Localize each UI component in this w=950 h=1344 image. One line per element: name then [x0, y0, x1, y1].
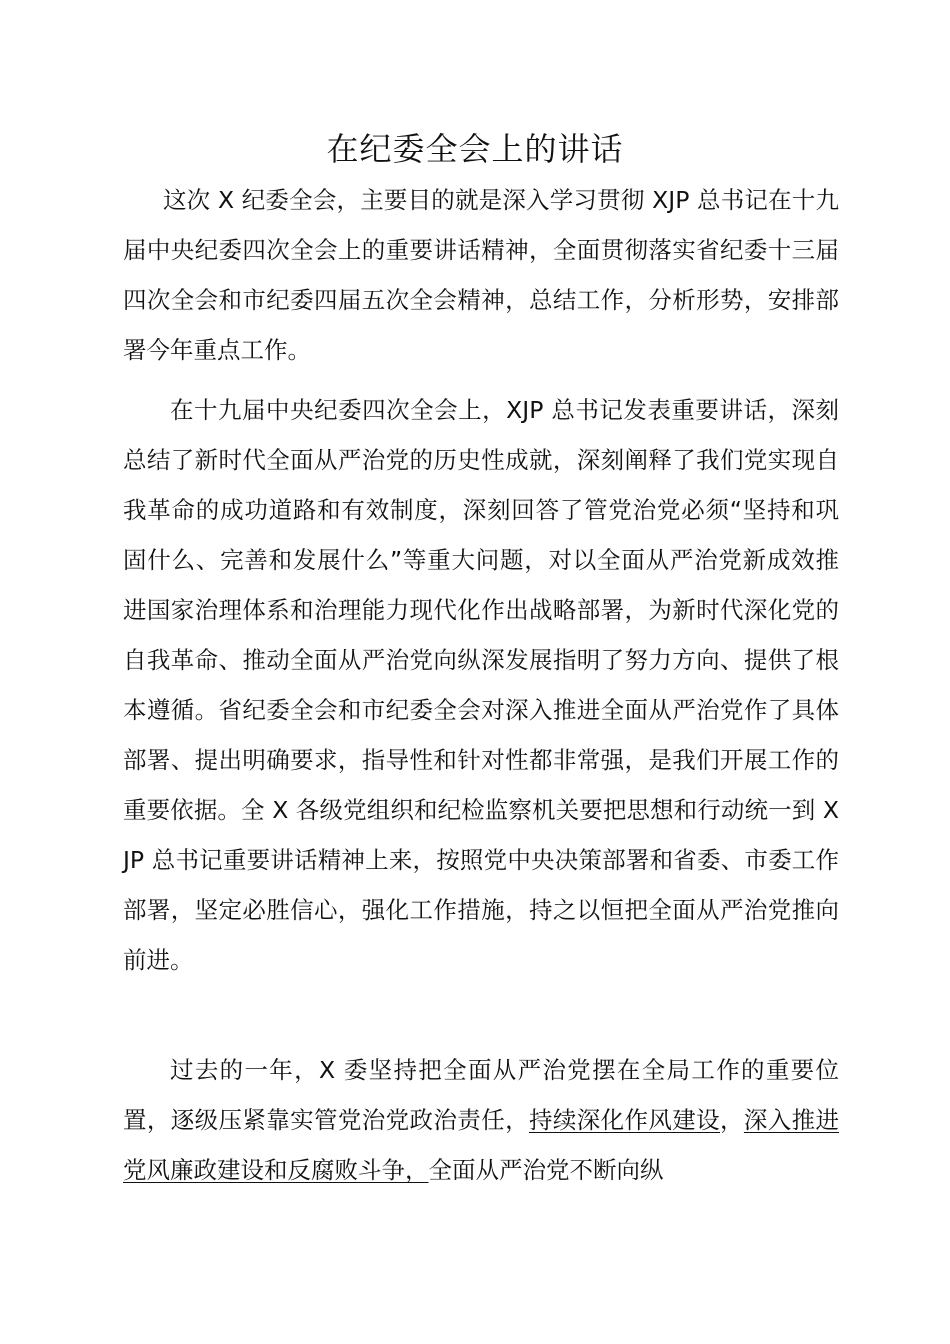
paragraph-3 [123, 1045, 839, 1195]
document-title: 在纪委全会上的讲话 [326, 130, 624, 168]
paragraph-3-text: 过去的一年，X 委坚持把全面从严治党摆在全局工作的重要位置，逐级压紧靠实管党治党政治责任， [123, 1056, 839, 1134]
paragraph-3-text: 全面从严治党不断向纵 [428, 1156, 664, 1184]
underlined-phrase: 持续深化作风建设 [528, 1106, 720, 1134]
underlined-phrase: 深入推进党风廉政建设和反腐败斗争， [123, 1106, 840, 1184]
paragraph-1: 这次 X 纪委全会，主要目的就是深入学习贯彻 XJP 总书记在十九届中央纪委四次全会上的重要讲话精神，全面贯彻落实省纪委十三届四次全会和市纪委四届五次全会精神，总结工作，分析形势，安排部署今年重点工作。 [123, 186, 839, 364]
paragraph-2: 在十九届中央纪委四次全会上，XJP 总书记发表重要讲话，深刻总结了新时代全面从严治党的历史性成就，深刻阐释了我们党实现自我革命的成功道路和有效制度，深刻回答了管党治党必须“坚持和巩固什么、完善和发展什么”等重大问题，对以全面从严治党新成效推进国家治理体系和治理能力现代化作出战略部署，为新时代深化党的自我革命、推动全面从严治党向纵深发展指明了努力方向、提供了根本遵循。省纪委全会和市纪委全会对深入推进全面从严治党作了具体部署、提出明确要求，指导性和针对性都非常强，是我们开展工作的重要依据。全 X 各级党组织和纪检监察机关要把思想和行动统一到 XJP 总书记重要讲话精神上来，按照党中央决策部署和省委、市委工作部署，坚定必胜信心，强化工作措施，持之以恒把全面从严治党推向前进。 [123, 396, 839, 974]
paragraph-3-text: ， [720, 1106, 744, 1134]
